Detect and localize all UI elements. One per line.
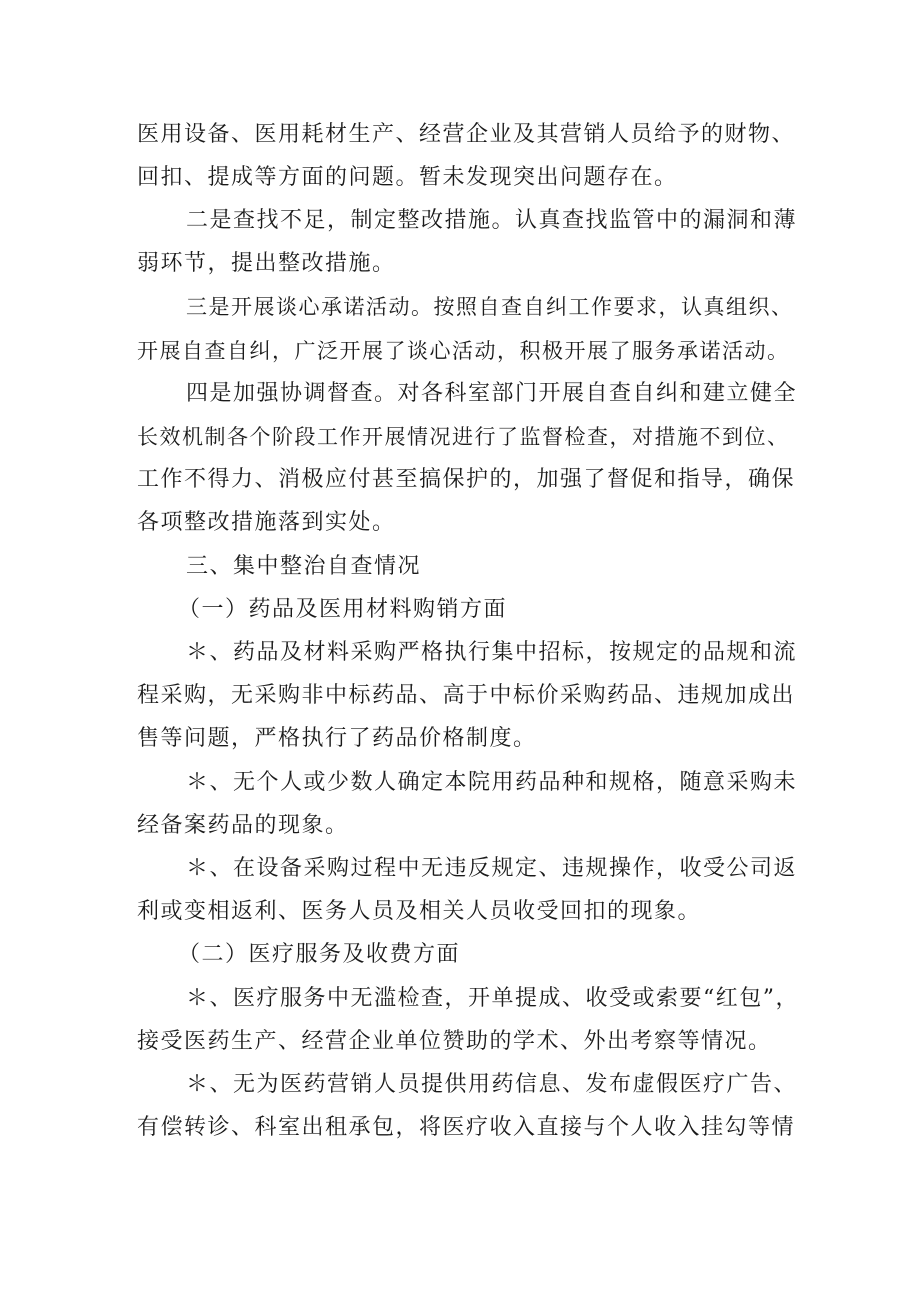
text-line: ＊、无个人或少数人确定本院用药品种和规格，随意采购未: [186, 770, 798, 795]
text-line: ＊、医疗服务中无滥检查，开单提成、收受或索要“红包”，: [186, 986, 799, 1011]
subsection-heading: （二）医疗服务及收费方面: [178, 942, 461, 967]
text-line: 医用设备、医用耗材生产、经营企业及其营销人员给予的财物、: [137, 122, 796, 147]
text-line: 售等问题，严格执行了药品价格制度。: [137, 726, 537, 751]
text-line: 利或变相返利、医务人员及相关人员收受回扣的现象。: [137, 899, 702, 924]
text-line: 开展自查自纠，广泛开展了谈心活动，积极开展了服务承诺活动。: [137, 339, 790, 363]
text-line: 回扣、提成等方面的问题。暂未发现突出问题存在。: [137, 165, 678, 190]
text-line: 工作不得力、消极应付甚至搞保护的，加强了督促和指导，确保: [137, 467, 796, 492]
text-line: 弱环节，提出整改措施。: [137, 251, 396, 276]
text-line: 程采购，无采购非中标药品、高于中标价采购药品、违规加成出: [137, 683, 796, 708]
text-line: ＊、无为医药营销人员提供用药信息、发布虚假医疗广告、: [186, 1072, 798, 1097]
text-line: 各项整改措施落到实处。: [137, 510, 396, 535]
text-line: 经备案药品的现象。: [137, 813, 349, 838]
subsection-heading: （一）药品及医用材料购销方面: [178, 597, 508, 622]
section-heading: 三、集中整治自查情况: [186, 554, 422, 579]
text-line: 有偿转诊、科室出租承包，将医疗收入直接与个人收入挂勾等情: [137, 1115, 796, 1140]
text-line: 接受医药生产、经营企业单位赞助的学术、外出考察等情况。: [137, 1029, 772, 1054]
text-line: 二是查找不足，制定整改措施。认真查找监管中的漏洞和薄: [186, 208, 798, 233]
text-line: ＊、在设备采购过程中无违反规定、违规操作，收受公司返: [186, 856, 798, 881]
text-line: ＊、药品及材料采购严格执行集中招标，按规定的品规和流: [186, 640, 798, 665]
text-line: 长效机制各个阶段工作开展情况进行了监督检查，对措施不到位、: [137, 425, 790, 449]
text-line: 三是开展谈心承诺活动。按照自查自纠工作要求，认真组织、: [186, 295, 794, 319]
text-line: 四是加强协调督查。对各科室部门开展自查自纠和建立健全: [186, 381, 798, 406]
